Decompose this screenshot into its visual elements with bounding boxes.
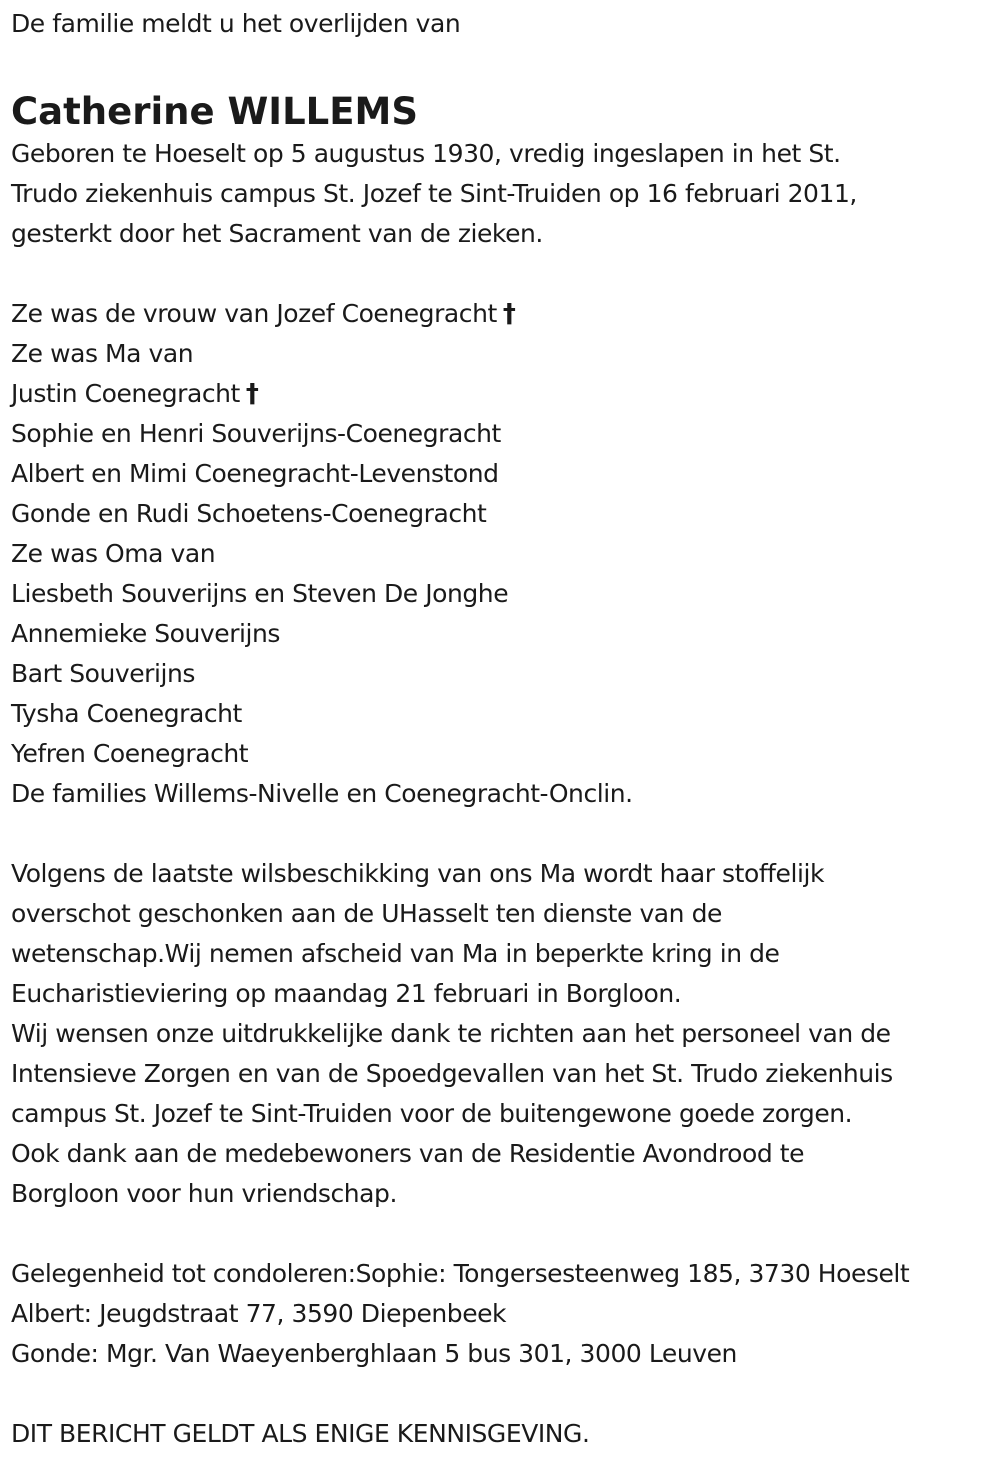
child-line: Albert en Mimi Coenegracht-Levenstond: [11, 459, 499, 488]
cross-icon: †: [502, 299, 516, 329]
message-line: Borgloon voor hun vriendschap.: [11, 1179, 397, 1208]
children-heading: Ze was Ma van: [11, 339, 194, 368]
message-line: wetenschap.Wij nemen afscheid van Ma in beperkte kring in de: [11, 939, 780, 968]
spouse-text: Ze was de vrouw van Jozef Coenegracht: [11, 299, 497, 328]
message-line: Intensieve Zorgen en van de Spoedgevallen van het St. Trudo ziekenhuis: [11, 1059, 893, 1088]
spacer: [11, 1374, 996, 1414]
message-line: overschot geschonken aan de UHasselt ten dienste van de: [11, 899, 722, 928]
birth-death-line: gesterkt door het Sacrament van de zieken.: [11, 219, 543, 248]
families-line: De families Willems-Nivelle en Coenegracht-Onclin.: [11, 779, 633, 808]
birth-death-line: Trudo ziekenhuis campus St. Jozef te Sint-Truiden op 16 februari 2011,: [11, 179, 857, 208]
message-line: Volgens de laatste wilsbeschikking van ons Ma wordt haar stoffelijk: [11, 859, 824, 888]
obituary-notice: [11, 4, 996, 1454]
closing-notice: DIT BERICHT GELDT ALS ENIGE KENNISGEVING.: [11, 1419, 590, 1448]
cross-icon: †: [245, 379, 259, 409]
message-line: Ook dank aan de medebewoners van de Residentie Avondrood te: [11, 1139, 805, 1168]
spacer: [11, 44, 996, 84]
message-line: campus St. Jozef te Sint-Truiden voor de buitengewone goede zorgen.: [11, 1099, 853, 1128]
intro-text: De familie meldt u het overlijden van: [11, 9, 461, 38]
message-line: Eucharistieviering op maandag 21 februari in Borgloon.: [11, 979, 682, 1008]
child-line: Sophie en Henri Souverijns-Coenegracht: [11, 419, 501, 448]
spouse-line: [11, 294, 996, 334]
child-line: Gonde en Rudi Schoetens-Coenegracht: [11, 499, 487, 528]
condolence-line: Gonde: Mgr. Van Waeyenberghlaan 5 bus 301, 3000 Leuven: [11, 1339, 737, 1368]
deceased-name: Catherine WILLEMS: [11, 90, 418, 133]
grandchild-line: Bart Souverijns: [11, 659, 195, 688]
grandchild-line: Tysha Coenegracht: [11, 699, 242, 728]
grandchildren-heading: Ze was Oma van: [11, 539, 216, 568]
birth-death-line: Geboren te Hoeselt op 5 augustus 1930, vredig ingeslapen in het St.: [11, 139, 841, 168]
condolence-line: Albert: Jeugdstraat 77, 3590 Diepenbeek: [11, 1299, 507, 1328]
grandchild-line: Annemieke Souverijns: [11, 619, 280, 648]
spacer: [11, 254, 996, 294]
spacer: [11, 1214, 996, 1254]
condolence-line: Gelegenheid tot condoleren:Sophie: Tongersesteenweg 185, 3730 Hoeselt: [11, 1259, 910, 1288]
spacer: [11, 814, 996, 854]
grandchild-line: Yefren Coenegracht: [11, 739, 249, 768]
child-line: [11, 374, 996, 414]
child-name: Justin Coenegracht: [11, 379, 240, 408]
grandchild-line: Liesbeth Souverijns en Steven De Jonghe: [11, 579, 509, 608]
message-line: Wij wensen onze uitdrukkelijke dank te richten aan het personeel van de: [11, 1019, 891, 1048]
